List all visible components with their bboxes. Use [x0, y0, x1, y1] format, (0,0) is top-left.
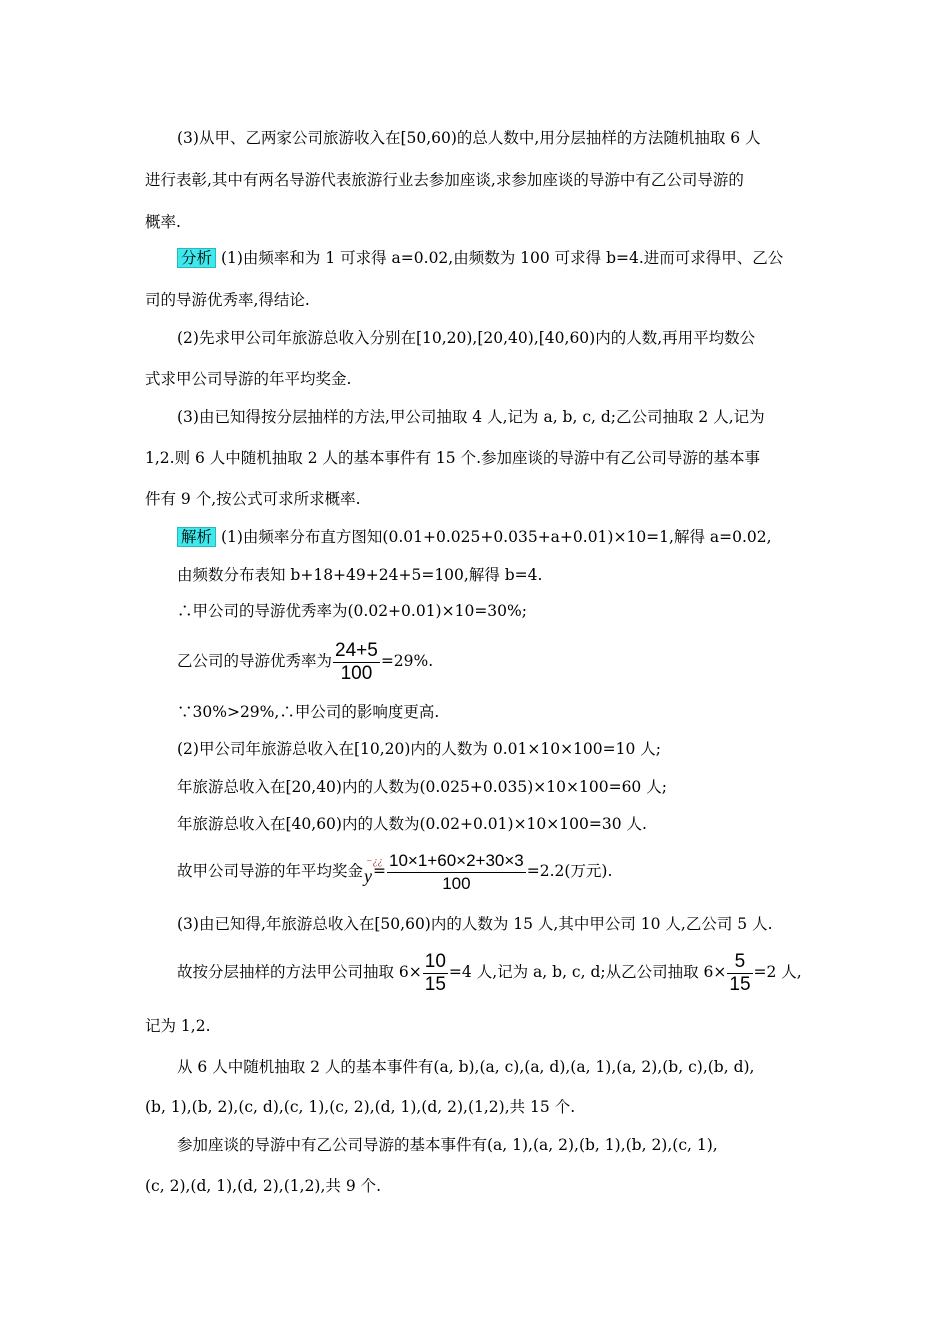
solution-line-3: ∴甲公司的导游优秀率为(0.02+0.01)×10=30%;	[177, 602, 527, 620]
solution-line-8: 年旅游总收入在[40,60)内的人数为(0.02+0.01)×10×100=30 人.	[177, 815, 647, 833]
analysis-p2-line-2: 式求甲公司导游的年平均奖金.	[145, 370, 352, 388]
fraction-numerator: 5	[727, 951, 752, 974]
solution-9-post: =2.2(万元).	[526, 862, 613, 880]
question-3-line-3: 概率.	[145, 213, 181, 231]
analysis-p3-line-2: 1,2.则 6 人中随机抽取 2 人的基本事件有 15 个.参加座谈的导游中有乙公司导游的基本事	[145, 449, 761, 467]
solution-4-pre: 乙公司的导游优秀率为	[177, 652, 333, 670]
solution-line-14-1: 参加座谈的导游中有乙公司导游的基本事件有(a, 1),(a, 2),(b, 1),(b, 2),(c, 1),	[177, 1136, 718, 1154]
analysis-p1-line-2: 司的导游优秀率,得结论.	[145, 291, 310, 309]
solution-line-9	[177, 846, 612, 901]
fraction-denominator: 100	[442, 873, 471, 893]
analysis-p3-line-3: 件有 9 个,按公式可求所求概率.	[145, 490, 361, 508]
equals-sign: =	[373, 862, 387, 880]
analysis-p1-line-1	[177, 248, 783, 268]
solution-line-11	[177, 947, 802, 997]
solution-11-a: 故按分层抽样的方法甲公司抽取 6×	[177, 963, 422, 981]
solution-line-7: 年旅游总收入在[20,40)内的人数为(0.025+0.035)×10×100=60 人;	[177, 778, 667, 796]
y-letter: y	[364, 866, 373, 886]
solution-line-1	[177, 527, 772, 547]
solution-line-6: (2)甲公司年旅游总收入在[10,20)内的人数为 0.01×10×100=10 人;	[177, 740, 662, 758]
fraction-29pct	[333, 640, 380, 685]
fraction-numerator: 10×1+60×2+30×3	[387, 850, 526, 873]
analysis-p2-line-1: (2)先求甲公司年旅游总收入分别在[10,20),[20,40),[40,60)内的人数,再用平均数公	[177, 329, 756, 347]
fraction-denominator: 15	[424, 973, 446, 995]
solution-11-c: =2 人,	[753, 963, 802, 981]
analysis-p3-line-1: (3)由已知得按分层抽样的方法,甲公司抽取 4 人,记为 a, b, c, d;乙公司抽取 2 人,记为	[177, 408, 765, 426]
fraction-average-bonus	[387, 850, 526, 895]
fraction-numerator: 24+5	[335, 639, 378, 661]
solution-line-5: ∵30%>29%,∴甲公司的影响度更高.	[177, 703, 440, 721]
solution-line-4	[177, 638, 433, 685]
solution-line-10: (3)由已知得,年旅游总收入在[50,60)内的人数为 15 人,其中甲公司 10 人,乙公司 5 人.	[177, 915, 773, 933]
fraction-denominator: 100	[340, 662, 373, 684]
solution-line-14-2: (c, 2),(d, 1),(d, 2),(1,2),共 9 个.	[145, 1177, 382, 1195]
solution-11-b: =4 人,记为 a, b, c, d;从乙公司抽取 6×	[448, 963, 727, 981]
solution-tag: 解析	[177, 527, 216, 547]
y-bar-variable	[364, 851, 383, 901]
solution-line-13-2: (b, 1),(b, 2),(c, d),(c, 1),(c, 2),(d, 1),(d, 2),(1,2),共 15 个.	[145, 1098, 576, 1116]
analysis-p1-text: (1)由频率和为 1 可求得 a=0.02,由频数为 100 可求得 b=4.进而可求得甲、乙公	[220, 249, 784, 267]
question-3-line-2: 进行表彰,其中有两名导游代表旅游行业去参加座谈,求参加座谈的导游中有乙公司导游的	[145, 171, 744, 189]
solution-9-pre: 故甲公司导游的年平均奖金	[177, 862, 364, 880]
solution-line-12: 记为 1,2.	[145, 1017, 211, 1035]
fraction-numerator: 10	[424, 950, 446, 972]
solution-1-text: (1)由频率分布直方图知(0.01+0.025+0.035+a+0.01)×10=1,解得 a=0.02,	[220, 528, 772, 546]
analysis-tag: 分析	[177, 248, 216, 268]
solution-4-post: =29%.	[380, 652, 434, 670]
solution-line-13-1: 从 6 人中随机抽取 2 人的基本事件有(a, b),(a, c),(a, d),(a, 1),(a, 2),(b, c),(b, d),	[177, 1058, 755, 1076]
question-3-line-1: (3)从甲、乙两家公司旅游收入在[50,60)的总人数中,用分层抽样的方法随机抽取 6 人	[177, 129, 761, 147]
y-bar-mark: −¿¿	[366, 856, 383, 867]
solution-line-2: 由频数分布表知 b+18+49+24+5=100,解得 b=4.	[177, 566, 543, 584]
fraction-5-15	[727, 951, 752, 996]
fraction-10-15	[423, 951, 448, 996]
fraction-denominator: 15	[729, 973, 751, 995]
